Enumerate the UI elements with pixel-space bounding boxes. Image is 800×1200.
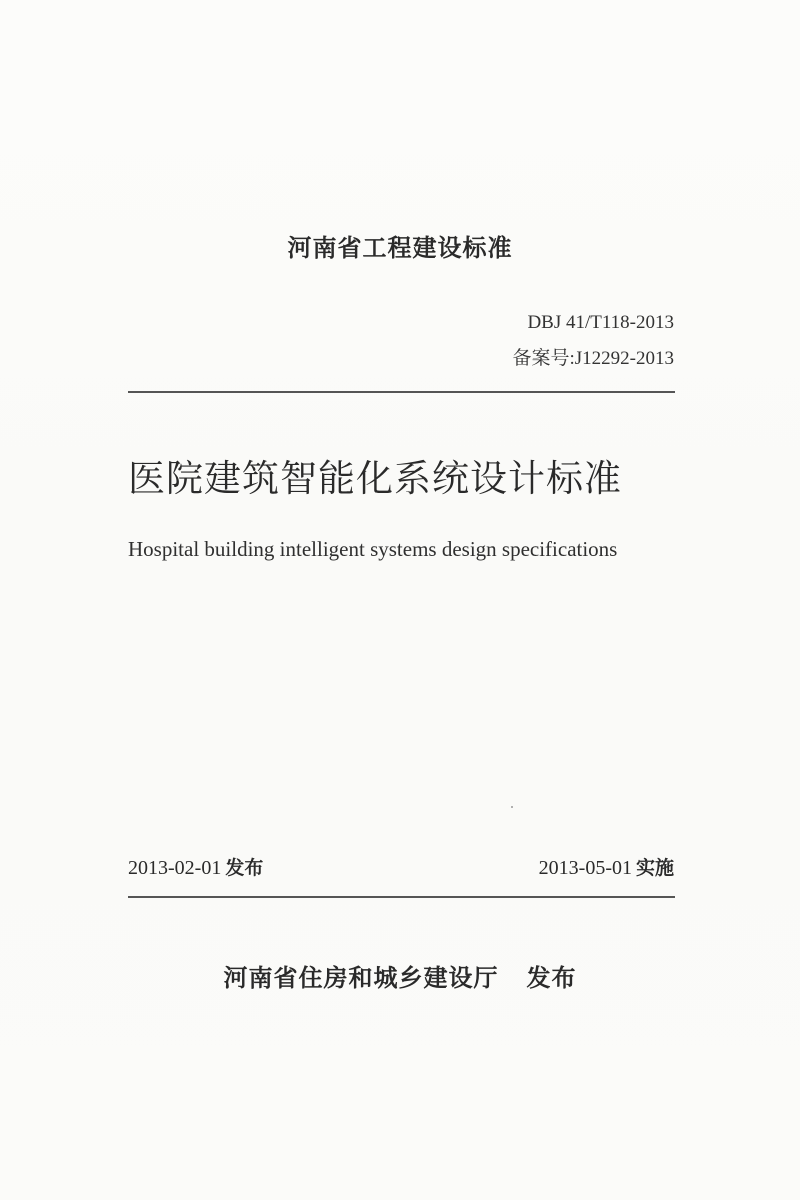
standard-code: DBJ 41/T118-2013 — [527, 312, 674, 333]
implement-date: 2013-05-01 — [538, 857, 632, 879]
implement-label: 实施 — [635, 857, 674, 879]
publisher-name: 河南省住房和城乡建设厅 — [223, 964, 499, 992]
bottom-divider — [128, 896, 675, 898]
issue-date-line — [128, 853, 263, 880]
document-title-chinese: 医院建筑智能化系统设计标准 — [128, 457, 622, 500]
record-number: 备案号:J12292-2013 — [512, 348, 674, 369]
implement-date-line — [539, 853, 674, 880]
issue-label: 发布 — [225, 857, 264, 879]
top-divider — [128, 391, 675, 393]
document-title-english: Hospital building intelligent systems design specifications — [128, 537, 618, 561]
scan-speck — [511, 806, 513, 808]
publish-label: 发布 — [526, 964, 577, 992]
publisher-line — [0, 958, 800, 993]
standard-series-title: 河南省工程建设标准 — [287, 234, 513, 262]
issue-date: 2013-02-01 — [128, 857, 222, 879]
